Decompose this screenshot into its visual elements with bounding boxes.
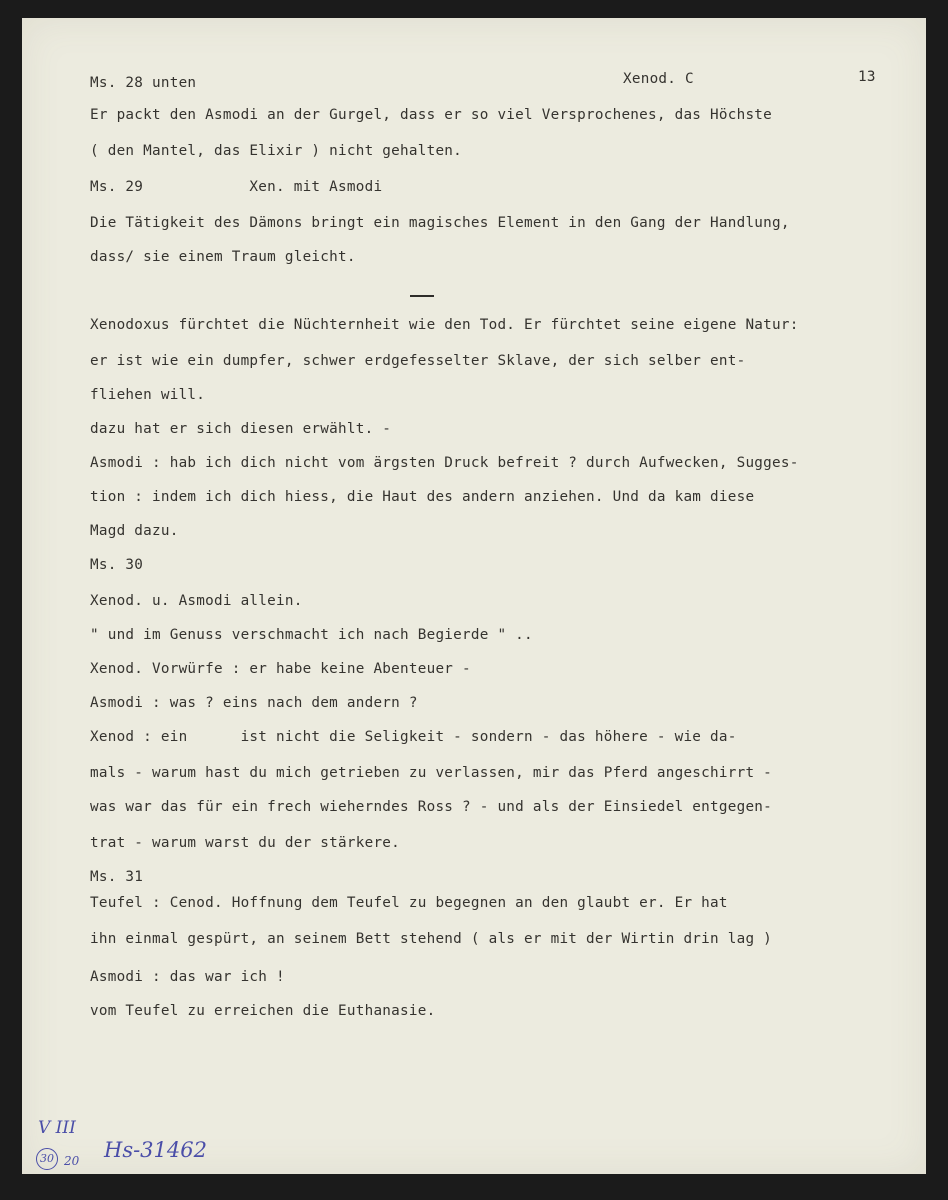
circled-folio-number: 30	[36, 1148, 58, 1170]
text-line: mals - warum hast du mich getrieben zu verlassen, mir das Pferd angeschirrt -	[90, 765, 773, 781]
text-line: fliehen will.	[90, 387, 206, 403]
archive-sub-number: 20	[64, 1154, 80, 1168]
text-line: er ist wie ein dumpfer, schwer erdgefesselter Sklave, der sich selber ent-	[90, 353, 746, 369]
text-line: trat - warum warst du der stärkere.	[90, 835, 401, 851]
text-line: was war das für ein frech wieherndes Ross ? - und als der Einsiedel entgegen-	[90, 799, 773, 815]
text-line: Magd dazu.	[90, 523, 179, 539]
section-separator	[410, 295, 434, 297]
text-line: ihn einmal gespürt, an seinem Bett stehend ( als er mit der Wirtin drin lag )	[90, 931, 773, 947]
text-line: dazu hat er sich diesen erwählt. -	[90, 421, 392, 437]
text-line: tion : indem ich dich hiess, die Haut des andern anziehen. Und da kam diese	[90, 489, 755, 505]
text-line: Ms. 29 Xen. mit Asmodi	[90, 179, 383, 195]
text-line: Xenod. Vorwürfe : er habe keine Abenteuer -	[90, 661, 471, 677]
text-line: Xenod. u. Asmodi allein.	[90, 593, 303, 609]
text-line: Asmodi : das war ich !	[90, 969, 285, 985]
text-line: Xenod : ein ist nicht die Seligkeit - sondern - das höhere - wie da-	[90, 729, 737, 745]
text-line: dass/ sie einem Traum gleicht.	[90, 249, 356, 265]
text-line: Ms. 30	[90, 557, 144, 573]
archive-roman-numeral: V III	[38, 1118, 76, 1138]
text-line: " und im Genuss verschmacht ich nach Begierde " ..	[90, 627, 533, 643]
text-line: vom Teufel zu erreichen die Euthanasie.	[90, 1003, 436, 1019]
text-line: Er packt den Asmodi an der Gurgel, dass er so viel Versprochenes, das Höchste	[90, 107, 773, 123]
header-center: Xenod. C	[623, 71, 694, 87]
text-line: Ms. 31	[90, 869, 144, 885]
header-left: Ms. 28 unten	[90, 75, 197, 91]
text-line: Xenodoxus fürchtet die Nüchternheit wie den Tod. Er fürchtet seine eigene Natur:	[90, 317, 799, 333]
text-line: ( den Mantel, das Elixir ) nicht gehalten.	[90, 143, 463, 159]
page-number: 13	[858, 69, 876, 85]
text-line: Asmodi : was ? eins nach dem andern ?	[90, 695, 418, 711]
text-line: Die Tätigkeit des Dämons bringt ein magisches Element in den Gang der Handlung,	[90, 215, 790, 231]
text-line: Asmodi : hab ich dich nicht vom ärgsten Druck befreit ? durch Aufwecken, Sugges-	[90, 455, 799, 471]
archive-signature: Hs-31462	[104, 1138, 207, 1162]
text-line: Teufel : Cenod. Hoffnung dem Teufel zu begegnen an den glaubt er. Er hat	[90, 895, 728, 911]
